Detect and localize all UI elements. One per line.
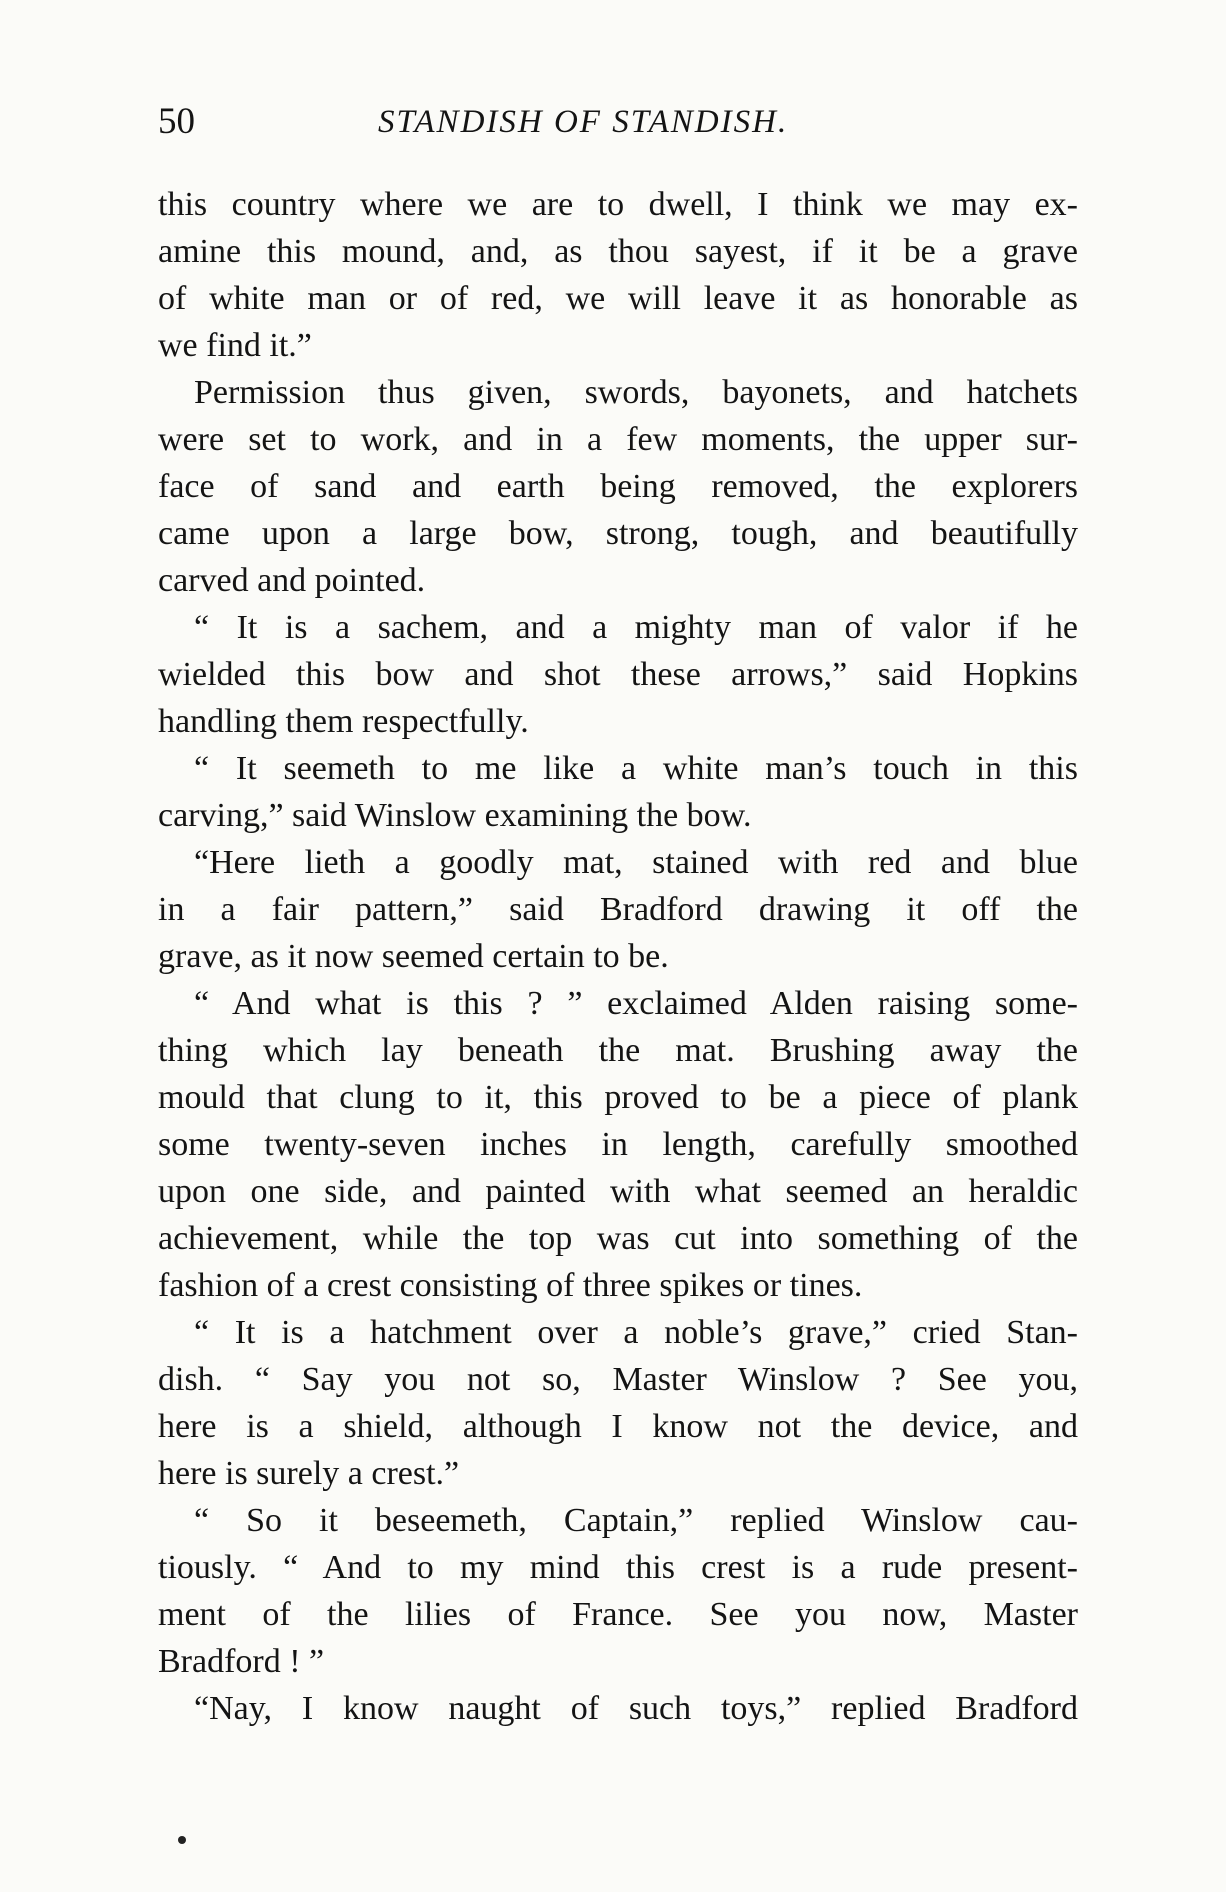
- text-line: face of sand and earth being removed, the explorers: [158, 468, 1078, 505]
- text-line: Permission thus given, swords, bayonets, and hatchets: [194, 374, 1078, 411]
- text-line: amine this mound, and, as thou sayest, if it be a grave: [158, 233, 1078, 270]
- text-line: fashion of a crest consisting of three spikes or tines.: [158, 1267, 863, 1304]
- text-line: wielded this bow and shot these arrows,” said Hopkins: [158, 656, 1078, 693]
- page-header: [158, 96, 1078, 148]
- text-line: “ It is a hatchment over a noble’s grave,” cried Stan-: [194, 1314, 1078, 1351]
- text-line: carved and pointed.: [158, 562, 426, 599]
- text-line: this country where we are to dwell, I think we may ex-: [158, 186, 1078, 223]
- text-line: were set to work, and in a few moments, the upper sur-: [158, 421, 1078, 458]
- text-line: achievement, while the top was cut into something of the: [158, 1220, 1078, 1257]
- text-line: “ It is a sachem, and a mighty man of valor if he: [194, 609, 1078, 646]
- text-line: upon one side, and painted with what seemed an heraldic: [158, 1173, 1078, 1210]
- body-text: [158, 181, 1078, 1732]
- text-line: in a fair pattern,” said Bradford drawing it off the: [158, 891, 1078, 928]
- text-line: we find it.”: [158, 327, 312, 364]
- text-line: tiously. “ And to my mind this crest is a rude present-: [158, 1549, 1078, 1586]
- text-line: “ And what is this ? ” exclaimed Alden raising some-: [194, 985, 1078, 1022]
- text-line: “Here lieth a goodly mat, stained with red and blue: [194, 844, 1078, 881]
- text-line: some twenty-seven inches in length, carefully smoothed: [158, 1126, 1078, 1163]
- text-line: handling them respectfully.: [158, 703, 529, 740]
- text-line: came upon a large bow, strong, tough, and beautifully: [158, 515, 1078, 552]
- text-line: “ So it beseemeth, Captain,” replied Winslow cau-: [194, 1502, 1078, 1539]
- text-line: grave, as it now seemed certain to be.: [158, 938, 669, 975]
- text-line: mould that clung to it, this proved to be a piece of plank: [158, 1079, 1078, 1116]
- page-number: 50: [158, 101, 195, 142]
- text-line: here is surely a crest.”: [158, 1455, 460, 1492]
- text-line: “ It seemeth to me like a white man’s touch in this: [194, 750, 1078, 787]
- text-line: dish. “ Say you not so, Master Winslow ? See you,: [158, 1361, 1078, 1398]
- text-line: ment of the lilies of France. See you now, Master: [158, 1596, 1078, 1633]
- text-line: “Nay, I know naught of such toys,” replied Bradford: [194, 1690, 1078, 1727]
- text-line: of white man or of red, we will leave it as honorable as: [158, 280, 1078, 317]
- running-title: STANDISH OF STANDISH.: [378, 104, 789, 140]
- text-line: thing which lay beneath the mat. Brushing away the: [158, 1032, 1078, 1069]
- text-line: Bradford ! ”: [158, 1643, 325, 1680]
- text-line: carving,” said Winslow examining the bow.: [158, 797, 752, 834]
- ink-dot: [178, 1836, 186, 1844]
- text-line: here is a shield, although I know not the device, and: [158, 1408, 1078, 1445]
